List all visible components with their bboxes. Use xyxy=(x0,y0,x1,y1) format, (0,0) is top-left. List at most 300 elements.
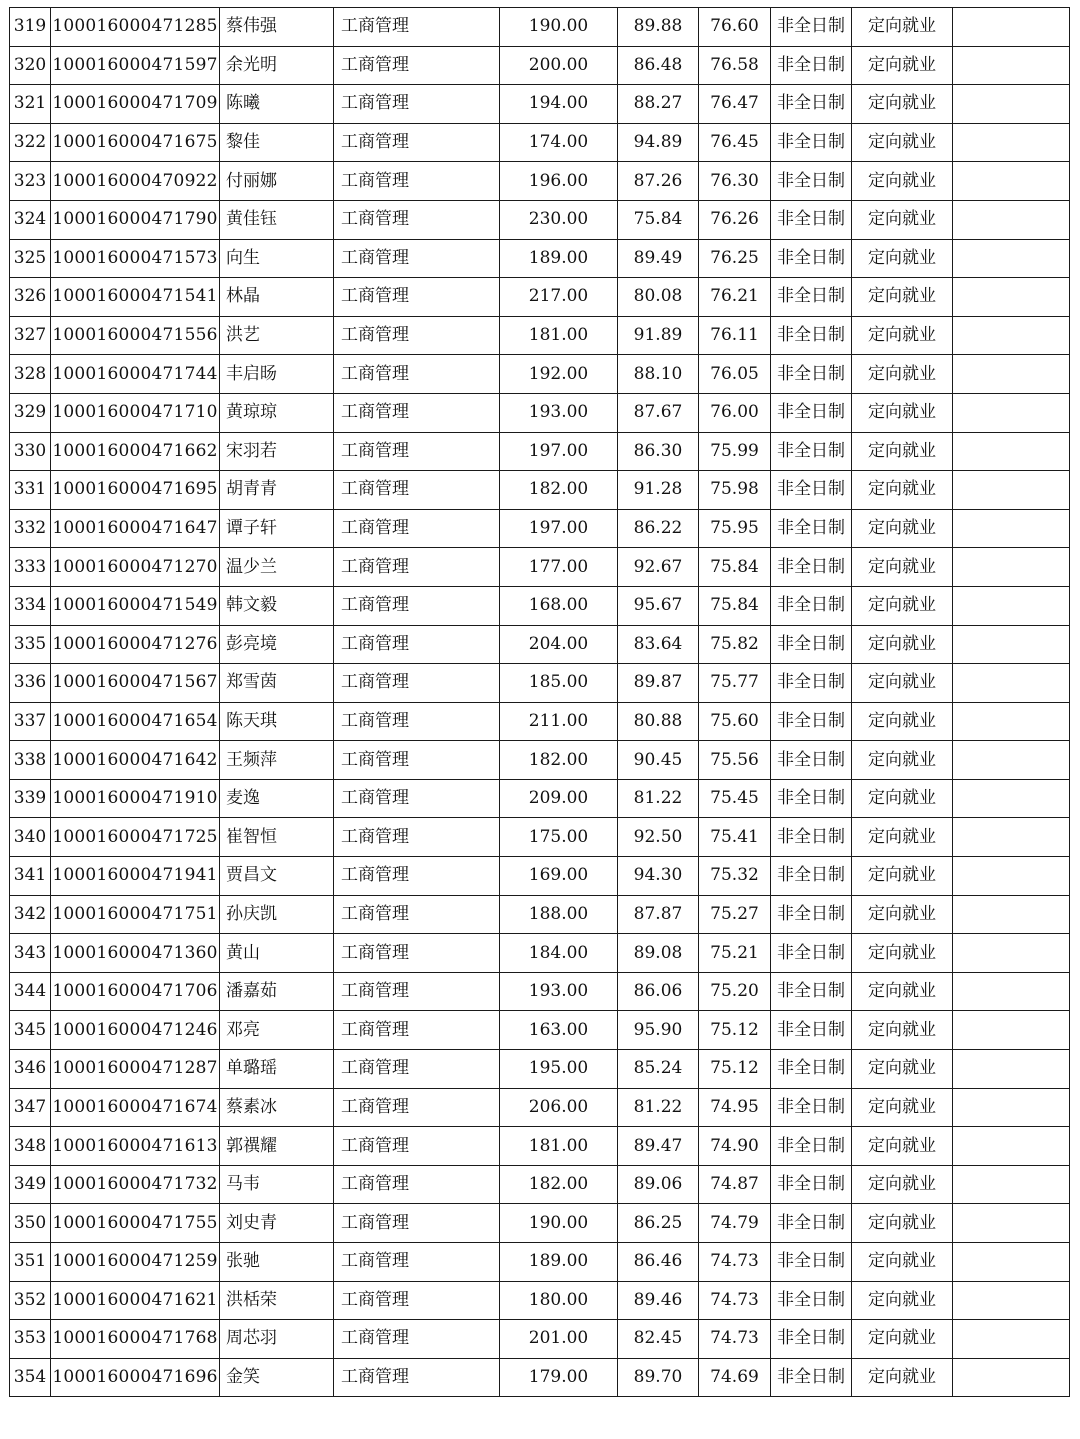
candidate-id-cell: 100016000471597 xyxy=(51,46,220,85)
serial-number-cell: 354 xyxy=(10,1358,51,1397)
interview-score-cell: 86.25 xyxy=(618,1204,699,1243)
name-cell: 黄佳钰 xyxy=(220,200,334,239)
employment-type-cell: 定向就业 xyxy=(852,1243,953,1282)
initial-score-cell: 174.00 xyxy=(500,123,618,162)
major-cell: 工商管理 xyxy=(334,1011,500,1050)
candidate-id-cell: 100016000471573 xyxy=(51,239,220,278)
interview-score-cell: 86.48 xyxy=(618,46,699,85)
interview-score-cell: 87.87 xyxy=(618,895,699,934)
table-row xyxy=(10,1011,1070,1050)
initial-score-cell: 211.00 xyxy=(500,702,618,741)
initial-score-cell: 189.00 xyxy=(500,1243,618,1282)
study-mode-cell: 非全日制 xyxy=(771,200,852,239)
employment-type-cell: 定向就业 xyxy=(852,1165,953,1204)
serial-number-cell: 327 xyxy=(10,316,51,355)
initial-score-cell: 196.00 xyxy=(500,162,618,201)
study-mode-cell: 非全日制 xyxy=(771,1165,852,1204)
employment-type-cell: 定向就业 xyxy=(852,316,953,355)
serial-number-cell: 328 xyxy=(10,355,51,394)
employment-type-cell: 定向就业 xyxy=(852,393,953,432)
total-score-cell: 75.32 xyxy=(699,857,771,896)
interview-score-cell: 95.90 xyxy=(618,1011,699,1050)
name-cell: 张驰 xyxy=(220,1243,334,1282)
remarks-cell xyxy=(953,162,1070,201)
candidate-id-cell: 100016000471259 xyxy=(51,1243,220,1282)
initial-score-cell: 179.00 xyxy=(500,1358,618,1397)
candidate-id-cell: 100016000471276 xyxy=(51,625,220,664)
name-cell: 胡青青 xyxy=(220,471,334,510)
employment-type-cell: 定向就业 xyxy=(852,1204,953,1243)
interview-score-cell: 90.45 xyxy=(618,741,699,780)
serial-number-cell: 330 xyxy=(10,432,51,471)
candidate-id-cell: 100016000471725 xyxy=(51,818,220,857)
initial-score-cell: 194.00 xyxy=(500,85,618,124)
table-row xyxy=(10,471,1070,510)
remarks-cell xyxy=(953,779,1070,818)
interview-score-cell: 81.22 xyxy=(618,1088,699,1127)
remarks-cell xyxy=(953,1127,1070,1166)
initial-score-cell: 185.00 xyxy=(500,664,618,703)
remarks-cell xyxy=(953,895,1070,934)
candidate-id-cell: 100016000471744 xyxy=(51,355,220,394)
table-row xyxy=(10,895,1070,934)
table-row xyxy=(10,548,1070,587)
serial-number-cell: 351 xyxy=(10,1243,51,1282)
employment-type-cell: 定向就业 xyxy=(852,625,953,664)
remarks-cell xyxy=(953,972,1070,1011)
study-mode-cell: 非全日制 xyxy=(771,162,852,201)
major-cell: 工商管理 xyxy=(334,664,500,703)
candidate-id-cell: 100016000471647 xyxy=(51,509,220,548)
remarks-cell xyxy=(953,509,1070,548)
employment-type-cell: 定向就业 xyxy=(852,702,953,741)
table-row xyxy=(10,1127,1070,1166)
name-cell: 单璐瑶 xyxy=(220,1050,334,1089)
serial-number-cell: 346 xyxy=(10,1050,51,1089)
name-cell: 贾昌文 xyxy=(220,857,334,896)
name-cell: 陈曦 xyxy=(220,85,334,124)
initial-score-cell: 193.00 xyxy=(500,393,618,432)
name-cell: 马韦 xyxy=(220,1165,334,1204)
study-mode-cell: 非全日制 xyxy=(771,355,852,394)
initial-score-cell: 184.00 xyxy=(500,934,618,973)
candidate-id-cell: 100016000471790 xyxy=(51,200,220,239)
major-cell: 工商管理 xyxy=(334,702,500,741)
total-score-cell: 75.98 xyxy=(699,471,771,510)
candidate-id-cell: 100016000471621 xyxy=(51,1281,220,1320)
major-cell: 工商管理 xyxy=(334,239,500,278)
interview-score-cell: 92.50 xyxy=(618,818,699,857)
study-mode-cell: 非全日制 xyxy=(771,509,852,548)
initial-score-cell: 168.00 xyxy=(500,586,618,625)
initial-score-cell: 175.00 xyxy=(500,818,618,857)
employment-type-cell: 定向就业 xyxy=(852,123,953,162)
serial-number-cell: 352 xyxy=(10,1281,51,1320)
name-cell: 蔡伟强 xyxy=(220,8,334,47)
table-row xyxy=(10,46,1070,85)
interview-score-cell: 91.28 xyxy=(618,471,699,510)
table-row xyxy=(10,355,1070,394)
major-cell: 工商管理 xyxy=(334,200,500,239)
name-cell: 林晶 xyxy=(220,278,334,317)
remarks-cell xyxy=(953,625,1070,664)
serial-number-cell: 347 xyxy=(10,1088,51,1127)
initial-score-cell: 190.00 xyxy=(500,1204,618,1243)
name-cell: 孙庆凯 xyxy=(220,895,334,934)
employment-type-cell: 定向就业 xyxy=(852,895,953,934)
interview-score-cell: 82.45 xyxy=(618,1320,699,1359)
major-cell: 工商管理 xyxy=(334,1243,500,1282)
initial-score-cell: 182.00 xyxy=(500,471,618,510)
total-score-cell: 76.25 xyxy=(699,239,771,278)
study-mode-cell: 非全日制 xyxy=(771,664,852,703)
interview-score-cell: 88.27 xyxy=(618,85,699,124)
study-mode-cell: 非全日制 xyxy=(771,432,852,471)
table-row xyxy=(10,1088,1070,1127)
interview-score-cell: 87.26 xyxy=(618,162,699,201)
table-row xyxy=(10,586,1070,625)
table-row xyxy=(10,8,1070,47)
employment-type-cell: 定向就业 xyxy=(852,586,953,625)
serial-number-cell: 342 xyxy=(10,895,51,934)
remarks-cell xyxy=(953,741,1070,780)
table-row xyxy=(10,818,1070,857)
candidate-id-cell: 100016000471654 xyxy=(51,702,220,741)
name-cell: 王频萍 xyxy=(220,741,334,780)
initial-score-cell: 195.00 xyxy=(500,1050,618,1089)
interview-score-cell: 89.47 xyxy=(618,1127,699,1166)
employment-type-cell: 定向就业 xyxy=(852,200,953,239)
employment-type-cell: 定向就业 xyxy=(852,818,953,857)
study-mode-cell: 非全日制 xyxy=(771,1204,852,1243)
table-row xyxy=(10,278,1070,317)
major-cell: 工商管理 xyxy=(334,934,500,973)
candidate-id-cell: 100016000471675 xyxy=(51,123,220,162)
table-row xyxy=(10,509,1070,548)
study-mode-cell: 非全日制 xyxy=(771,1088,852,1127)
candidate-id-cell: 100016000471706 xyxy=(51,972,220,1011)
total-score-cell: 76.26 xyxy=(699,200,771,239)
remarks-cell xyxy=(953,1011,1070,1050)
major-cell: 工商管理 xyxy=(334,8,500,47)
table-row xyxy=(10,972,1070,1011)
table-row xyxy=(10,664,1070,703)
employment-type-cell: 定向就业 xyxy=(852,239,953,278)
employment-type-cell: 定向就业 xyxy=(852,1050,953,1089)
serial-number-cell: 321 xyxy=(10,85,51,124)
serial-number-cell: 353 xyxy=(10,1320,51,1359)
table-row xyxy=(10,200,1070,239)
total-score-cell: 76.05 xyxy=(699,355,771,394)
employment-type-cell: 定向就业 xyxy=(852,1320,953,1359)
remarks-cell xyxy=(953,586,1070,625)
remarks-cell xyxy=(953,432,1070,471)
total-score-cell: 76.00 xyxy=(699,393,771,432)
study-mode-cell: 非全日制 xyxy=(771,393,852,432)
study-mode-cell: 非全日制 xyxy=(771,1011,852,1050)
employment-type-cell: 定向就业 xyxy=(852,162,953,201)
major-cell: 工商管理 xyxy=(334,895,500,934)
name-cell: 郭禩耀 xyxy=(220,1127,334,1166)
total-score-cell: 74.87 xyxy=(699,1165,771,1204)
interview-score-cell: 89.70 xyxy=(618,1358,699,1397)
employment-type-cell: 定向就业 xyxy=(852,1088,953,1127)
table-row xyxy=(10,741,1070,780)
study-mode-cell: 非全日制 xyxy=(771,1320,852,1359)
employment-type-cell: 定向就业 xyxy=(852,857,953,896)
remarks-cell xyxy=(953,1165,1070,1204)
serial-number-cell: 343 xyxy=(10,934,51,973)
study-mode-cell: 非全日制 xyxy=(771,818,852,857)
name-cell: 潘嘉茹 xyxy=(220,972,334,1011)
employment-type-cell: 定向就业 xyxy=(852,972,953,1011)
serial-number-cell: 331 xyxy=(10,471,51,510)
employment-type-cell: 定向就业 xyxy=(852,278,953,317)
remarks-cell xyxy=(953,1358,1070,1397)
study-mode-cell: 非全日制 xyxy=(771,934,852,973)
employment-type-cell: 定向就业 xyxy=(852,1358,953,1397)
initial-score-cell: 204.00 xyxy=(500,625,618,664)
candidate-id-cell: 100016000471549 xyxy=(51,586,220,625)
initial-score-cell: 192.00 xyxy=(500,355,618,394)
serial-number-cell: 322 xyxy=(10,123,51,162)
major-cell: 工商管理 xyxy=(334,857,500,896)
name-cell: 谭子轩 xyxy=(220,509,334,548)
total-score-cell: 75.21 xyxy=(699,934,771,973)
total-score-cell: 75.60 xyxy=(699,702,771,741)
total-score-cell: 74.73 xyxy=(699,1243,771,1282)
remarks-cell xyxy=(953,8,1070,47)
study-mode-cell: 非全日制 xyxy=(771,895,852,934)
study-mode-cell: 非全日制 xyxy=(771,857,852,896)
interview-score-cell: 89.49 xyxy=(618,239,699,278)
name-cell: 付丽娜 xyxy=(220,162,334,201)
employment-type-cell: 定向就业 xyxy=(852,355,953,394)
total-score-cell: 75.84 xyxy=(699,548,771,587)
name-cell: 温少兰 xyxy=(220,548,334,587)
major-cell: 工商管理 xyxy=(334,1165,500,1204)
interview-score-cell: 89.88 xyxy=(618,8,699,47)
study-mode-cell: 非全日制 xyxy=(771,471,852,510)
total-score-cell: 74.95 xyxy=(699,1088,771,1127)
serial-number-cell: 326 xyxy=(10,278,51,317)
serial-number-cell: 350 xyxy=(10,1204,51,1243)
remarks-cell xyxy=(953,85,1070,124)
remarks-cell xyxy=(953,1050,1070,1089)
interview-score-cell: 86.30 xyxy=(618,432,699,471)
employment-type-cell: 定向就业 xyxy=(852,1011,953,1050)
table-row xyxy=(10,702,1070,741)
remarks-cell xyxy=(953,200,1070,239)
initial-score-cell: 182.00 xyxy=(500,1165,618,1204)
table-row xyxy=(10,1243,1070,1282)
table-row xyxy=(10,316,1070,355)
remarks-cell xyxy=(953,355,1070,394)
candidate-id-cell: 100016000471270 xyxy=(51,548,220,587)
initial-score-cell: 217.00 xyxy=(500,278,618,317)
name-cell: 陈天琪 xyxy=(220,702,334,741)
employment-type-cell: 定向就业 xyxy=(852,664,953,703)
serial-number-cell: 337 xyxy=(10,702,51,741)
name-cell: 郑雪茵 xyxy=(220,664,334,703)
candidate-id-cell: 100016000471662 xyxy=(51,432,220,471)
remarks-cell xyxy=(953,316,1070,355)
major-cell: 工商管理 xyxy=(334,972,500,1011)
candidate-id-cell: 100016000471755 xyxy=(51,1204,220,1243)
interview-score-cell: 92.67 xyxy=(618,548,699,587)
study-mode-cell: 非全日制 xyxy=(771,8,852,47)
serial-number-cell: 345 xyxy=(10,1011,51,1050)
interview-score-cell: 87.67 xyxy=(618,393,699,432)
name-cell: 金笑 xyxy=(220,1358,334,1397)
initial-score-cell: 206.00 xyxy=(500,1088,618,1127)
employment-type-cell: 定向就业 xyxy=(852,432,953,471)
total-score-cell: 74.73 xyxy=(699,1281,771,1320)
initial-score-cell: 177.00 xyxy=(500,548,618,587)
table-row xyxy=(10,1165,1070,1204)
study-mode-cell: 非全日制 xyxy=(771,972,852,1011)
study-mode-cell: 非全日制 xyxy=(771,316,852,355)
candidate-id-cell: 100016000471674 xyxy=(51,1088,220,1127)
initial-score-cell: 193.00 xyxy=(500,972,618,1011)
remarks-cell xyxy=(953,934,1070,973)
employment-type-cell: 定向就业 xyxy=(852,1127,953,1166)
serial-number-cell: 334 xyxy=(10,586,51,625)
total-score-cell: 76.58 xyxy=(699,46,771,85)
remarks-cell xyxy=(953,1243,1070,1282)
study-mode-cell: 非全日制 xyxy=(771,1358,852,1397)
initial-score-cell: 201.00 xyxy=(500,1320,618,1359)
serial-number-cell: 336 xyxy=(10,664,51,703)
total-score-cell: 76.11 xyxy=(699,316,771,355)
table-row xyxy=(10,123,1070,162)
total-score-cell: 75.84 xyxy=(699,586,771,625)
name-cell: 宋羽若 xyxy=(220,432,334,471)
serial-number-cell: 344 xyxy=(10,972,51,1011)
name-cell: 黄琼琼 xyxy=(220,393,334,432)
total-score-cell: 75.12 xyxy=(699,1011,771,1050)
interview-score-cell: 89.06 xyxy=(618,1165,699,1204)
major-cell: 工商管理 xyxy=(334,586,500,625)
employment-type-cell: 定向就业 xyxy=(852,779,953,818)
interview-score-cell: 94.30 xyxy=(618,857,699,896)
study-mode-cell: 非全日制 xyxy=(771,741,852,780)
candidate-id-cell: 100016000471709 xyxy=(51,85,220,124)
major-cell: 工商管理 xyxy=(334,779,500,818)
table-row xyxy=(10,1281,1070,1320)
major-cell: 工商管理 xyxy=(334,1050,500,1089)
candidate-id-cell: 100016000471751 xyxy=(51,895,220,934)
candidate-id-cell: 100016000471246 xyxy=(51,1011,220,1050)
candidate-id-cell: 100016000471941 xyxy=(51,857,220,896)
study-mode-cell: 非全日制 xyxy=(771,123,852,162)
total-score-cell: 75.20 xyxy=(699,972,771,1011)
interview-score-cell: 95.67 xyxy=(618,586,699,625)
initial-score-cell: 230.00 xyxy=(500,200,618,239)
table-row xyxy=(10,162,1070,201)
remarks-cell xyxy=(953,471,1070,510)
candidate-id-cell: 100016000471556 xyxy=(51,316,220,355)
serial-number-cell: 335 xyxy=(10,625,51,664)
candidate-id-cell: 100016000471613 xyxy=(51,1127,220,1166)
study-mode-cell: 非全日制 xyxy=(771,779,852,818)
initial-score-cell: 181.00 xyxy=(500,316,618,355)
major-cell: 工商管理 xyxy=(334,355,500,394)
name-cell: 邓亮 xyxy=(220,1011,334,1050)
name-cell: 丰启旸 xyxy=(220,355,334,394)
table-row xyxy=(10,779,1070,818)
major-cell: 工商管理 xyxy=(334,393,500,432)
study-mode-cell: 非全日制 xyxy=(771,239,852,278)
remarks-cell xyxy=(953,239,1070,278)
candidate-id-cell: 100016000470922 xyxy=(51,162,220,201)
employment-type-cell: 定向就业 xyxy=(852,471,953,510)
major-cell: 工商管理 xyxy=(334,162,500,201)
serial-number-cell: 338 xyxy=(10,741,51,780)
remarks-cell xyxy=(953,393,1070,432)
serial-number-cell: 339 xyxy=(10,779,51,818)
interview-score-cell: 80.88 xyxy=(618,702,699,741)
name-cell: 周芯羽 xyxy=(220,1320,334,1359)
major-cell: 工商管理 xyxy=(334,818,500,857)
candidate-id-cell: 100016000471541 xyxy=(51,278,220,317)
study-mode-cell: 非全日制 xyxy=(771,1127,852,1166)
table-row xyxy=(10,625,1070,664)
interview-score-cell: 86.06 xyxy=(618,972,699,1011)
interview-score-cell: 88.10 xyxy=(618,355,699,394)
total-score-cell: 75.99 xyxy=(699,432,771,471)
total-score-cell: 74.69 xyxy=(699,1358,771,1397)
interview-score-cell: 86.46 xyxy=(618,1243,699,1282)
total-score-cell: 75.41 xyxy=(699,818,771,857)
score-table xyxy=(9,7,1070,1397)
remarks-cell xyxy=(953,1281,1070,1320)
initial-score-cell: 209.00 xyxy=(500,779,618,818)
table-row xyxy=(10,239,1070,278)
major-cell: 工商管理 xyxy=(334,432,500,471)
major-cell: 工商管理 xyxy=(334,46,500,85)
initial-score-cell: 180.00 xyxy=(500,1281,618,1320)
name-cell: 黄山 xyxy=(220,934,334,973)
interview-score-cell: 85.24 xyxy=(618,1050,699,1089)
name-cell: 刘史青 xyxy=(220,1204,334,1243)
employment-type-cell: 定向就业 xyxy=(852,548,953,587)
initial-score-cell: 182.00 xyxy=(500,741,618,780)
interview-score-cell: 75.84 xyxy=(618,200,699,239)
remarks-cell xyxy=(953,1088,1070,1127)
study-mode-cell: 非全日制 xyxy=(771,1243,852,1282)
serial-number-cell: 325 xyxy=(10,239,51,278)
initial-score-cell: 200.00 xyxy=(500,46,618,85)
name-cell: 黎佳 xyxy=(220,123,334,162)
major-cell: 工商管理 xyxy=(334,1127,500,1166)
table-row xyxy=(10,393,1070,432)
candidate-id-cell: 100016000471695 xyxy=(51,471,220,510)
serial-number-cell: 332 xyxy=(10,509,51,548)
major-cell: 工商管理 xyxy=(334,741,500,780)
total-score-cell: 76.21 xyxy=(699,278,771,317)
name-cell: 麦逸 xyxy=(220,779,334,818)
table-row xyxy=(10,85,1070,124)
major-cell: 工商管理 xyxy=(334,471,500,510)
name-cell: 蔡素冰 xyxy=(220,1088,334,1127)
serial-number-cell: 341 xyxy=(10,857,51,896)
total-score-cell: 75.45 xyxy=(699,779,771,818)
total-score-cell: 76.45 xyxy=(699,123,771,162)
score-table-body xyxy=(10,8,1070,1397)
total-score-cell: 74.79 xyxy=(699,1204,771,1243)
interview-score-cell: 89.08 xyxy=(618,934,699,973)
